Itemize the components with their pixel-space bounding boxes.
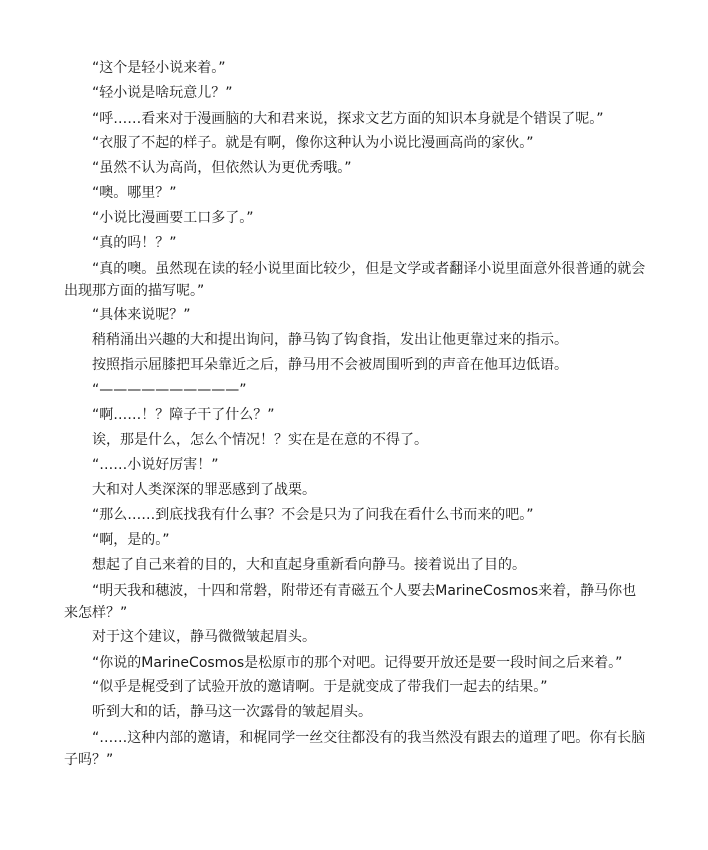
paragraph: “——————————” xyxy=(92,382,247,398)
paragraph: “衣服了不起的样子。就是有啊，像你这种认为小说比漫画高尚的家伙。” xyxy=(92,135,534,151)
paragraph: “小说比漫画要工口多了。” xyxy=(92,210,254,226)
paragraph: “……这种内部的邀请，和梶同学一丝交往都没有的我当然没有跟去的道理了吧。你有长脑子吗？” xyxy=(64,730,646,768)
paragraph: 大和对人类深深的罪恶感到了战栗。 xyxy=(92,482,316,498)
paragraph: “具体来说呢？” xyxy=(92,307,191,323)
paragraph: “明天我和穗波，十四和常磐，附带还有青磁五个人要去MarineCosmos来着，静马你也来怎样？” xyxy=(64,583,637,621)
paragraph: “……小说好厉害！” xyxy=(92,457,219,473)
paragraph: 诶，那是什么，怎么个情况！？实在是在意的不得了。 xyxy=(92,432,428,448)
paragraph: 想起了自己来着的目的，大和直起身重新看向静马。接着说出了目的。 xyxy=(92,557,526,573)
paragraph: 听到大和的话，静马这一次露骨的皱起眉头。 xyxy=(92,704,372,720)
paragraph: “啊……！？障子干了什么？” xyxy=(92,407,275,423)
paragraph: 对于这个建议，静马微微皱起眉头。 xyxy=(92,629,316,645)
paragraph: “噢。哪里？” xyxy=(92,185,177,201)
paragraph: “轻小说是啥玩意儿？” xyxy=(92,85,233,101)
paragraph: “真的吗！？” xyxy=(92,235,177,251)
paragraph: “你说的MarineCosmos是松原市的那个对吧。记得要开放还是要一段时间之后来着。” xyxy=(92,655,623,671)
paragraph: “那么……到底找我有什么事？不会是只为了问我在看什么书而来的吧。” xyxy=(92,507,534,523)
paragraph: “呼……看来对于漫画脑的大和君来说，探求文艺方面的知识本身就是个错误了呢。” xyxy=(92,111,604,127)
paragraph: “这个是轻小说来着。” xyxy=(92,60,226,76)
document-page xyxy=(64,56,646,772)
paragraph: “虽然不认为高尚，但依然认为更优秀哦。” xyxy=(92,160,352,176)
paragraph: “似乎是梶受到了试验开放的邀请啊。于是就变成了带我们一起去的结果。” xyxy=(92,679,548,695)
paragraph: “啊，是的。” xyxy=(92,532,170,548)
paragraph: “真的噢。虽然现在读的轻小说里面比较少，但是文学或者翻译小说里面意外很普通的就会出现那方面的描写呢。” xyxy=(64,261,646,299)
paragraph: 按照指示屈膝把耳朵靠近之后，静马用不会被周围听到的声音在他耳边低语。 xyxy=(92,357,568,373)
paragraph: 稍稍涌出兴趣的大和提出询问，静马钩了钩食指，发出让他更靠过来的指示。 xyxy=(92,332,568,348)
